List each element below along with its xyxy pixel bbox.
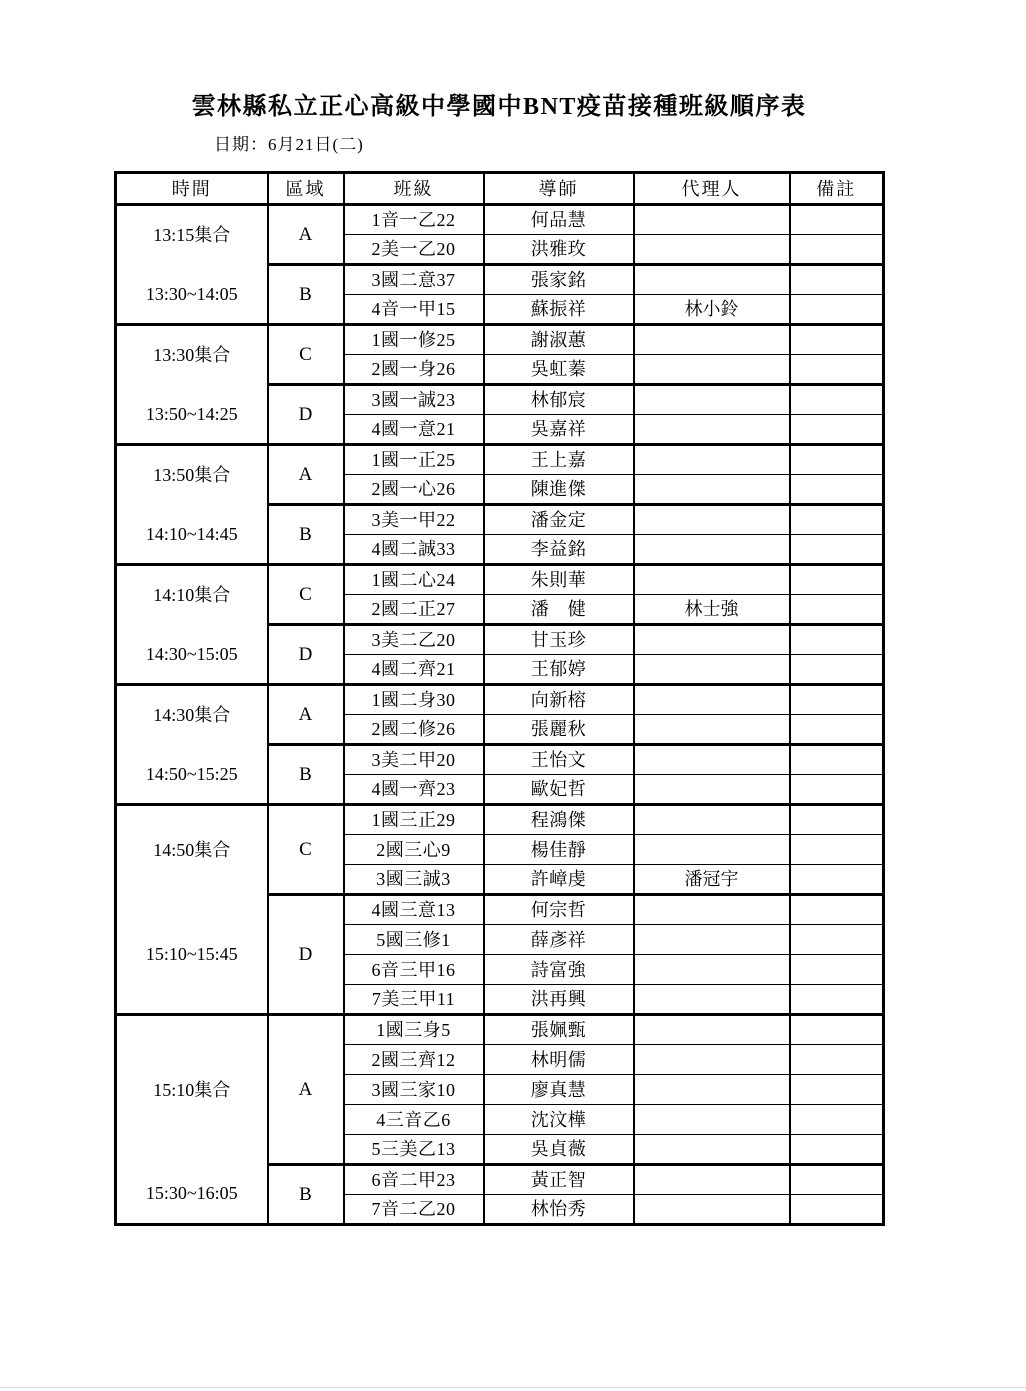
table-row xyxy=(116,445,884,475)
class-cell: 5三美乙13 xyxy=(344,1135,484,1165)
assembly-time: 13:50集合 xyxy=(153,465,231,486)
note-cell xyxy=(790,835,884,865)
area-cell: A xyxy=(268,685,344,745)
class-cell: 2國二正27 xyxy=(344,595,484,625)
time-cell xyxy=(116,685,268,805)
class-cell: 3國二意37 xyxy=(344,265,484,295)
assembly-time: 14:50集合 xyxy=(153,840,231,861)
teacher-cell: 薛彥祥 xyxy=(484,925,634,955)
proxy-cell xyxy=(634,205,790,235)
session-time: 15:10~15:45 xyxy=(145,943,238,964)
teacher-cell: 林明儒 xyxy=(484,1045,634,1075)
area-cell: B xyxy=(268,505,344,565)
note-cell xyxy=(790,655,884,685)
note-cell xyxy=(790,1045,884,1075)
area-cell: C xyxy=(268,325,344,385)
proxy-cell xyxy=(634,715,790,745)
assembly-time: 14:30集合 xyxy=(153,705,231,726)
class-cell: 1國二身30 xyxy=(344,685,484,715)
assembly-time: 14:10集合 xyxy=(153,585,231,606)
proxy-cell xyxy=(634,1105,790,1135)
area-cell: B xyxy=(268,265,344,325)
class-cell: 7美三甲11 xyxy=(344,985,484,1015)
session-time: 15:30~16:05 xyxy=(145,1183,238,1204)
teacher-cell: 王郁婷 xyxy=(484,655,634,685)
proxy-cell: 林小鈴 xyxy=(634,295,790,325)
proxy-cell xyxy=(634,925,790,955)
area-cell: B xyxy=(268,1165,344,1225)
teacher-cell: 陳進傑 xyxy=(484,475,634,505)
teacher-cell: 張家銘 xyxy=(484,265,634,295)
proxy-cell xyxy=(634,835,790,865)
time-cell xyxy=(116,325,268,445)
teacher-cell: 楊佳靜 xyxy=(484,835,634,865)
teacher-cell: 朱則華 xyxy=(484,565,634,595)
note-cell xyxy=(790,775,884,805)
proxy-cell xyxy=(634,1015,790,1045)
col-header-time: 時間 xyxy=(116,173,268,205)
teacher-cell: 詩富強 xyxy=(484,955,634,985)
proxy-cell xyxy=(634,805,790,835)
session-time: 13:30~14:05 xyxy=(145,283,238,304)
teacher-cell: 何宗哲 xyxy=(484,895,634,925)
proxy-cell xyxy=(634,1165,790,1195)
proxy-cell xyxy=(634,475,790,505)
class-cell: 4國二誠33 xyxy=(344,535,484,565)
note-cell xyxy=(790,985,884,1015)
proxy-cell xyxy=(634,985,790,1015)
teacher-cell: 林怡秀 xyxy=(484,1195,634,1225)
class-cell: 2國一身26 xyxy=(344,355,484,385)
teacher-cell: 王上嘉 xyxy=(484,445,634,475)
note-cell xyxy=(790,805,884,835)
table-row xyxy=(116,565,884,595)
teacher-cell: 蘇振祥 xyxy=(484,295,634,325)
class-cell: 3國三家10 xyxy=(344,1075,484,1105)
note-cell xyxy=(790,355,884,385)
proxy-cell xyxy=(634,625,790,655)
proxy-cell xyxy=(634,685,790,715)
teacher-cell: 向新榕 xyxy=(484,685,634,715)
class-cell: 2國三心9 xyxy=(344,835,484,865)
proxy-cell xyxy=(634,1045,790,1075)
area-cell: A xyxy=(268,1015,344,1165)
note-cell xyxy=(790,1195,884,1225)
proxy-cell xyxy=(634,1195,790,1225)
teacher-cell: 張姵甄 xyxy=(484,1015,634,1045)
note-cell xyxy=(790,325,884,355)
note-cell xyxy=(790,265,884,295)
note-cell xyxy=(790,505,884,535)
area-cell: A xyxy=(268,445,344,505)
date-label: 日期：6月21日(二) xyxy=(214,135,364,154)
area-cell: A xyxy=(268,205,344,265)
class-cell: 4國一齊23 xyxy=(344,775,484,805)
note-cell xyxy=(790,745,884,775)
class-cell: 2國一心26 xyxy=(344,475,484,505)
class-cell: 1國一正25 xyxy=(344,445,484,475)
proxy-cell xyxy=(634,505,790,535)
area-cell: D xyxy=(268,385,344,445)
proxy-cell xyxy=(634,775,790,805)
col-header-teacher: 導師 xyxy=(484,173,634,205)
area-cell: B xyxy=(268,745,344,805)
note-cell xyxy=(790,715,884,745)
page-bottom-divider xyxy=(0,1387,1026,1388)
class-cell: 2國三齊12 xyxy=(344,1045,484,1075)
area-cell: D xyxy=(268,625,344,685)
note-cell xyxy=(790,565,884,595)
class-cell: 3國一誠23 xyxy=(344,385,484,415)
note-cell xyxy=(790,235,884,265)
proxy-cell xyxy=(634,445,790,475)
teacher-cell: 程鴻傑 xyxy=(484,805,634,835)
note-cell xyxy=(790,595,884,625)
teacher-cell: 廖真慧 xyxy=(484,1075,634,1105)
vaccination-schedule-table xyxy=(114,171,885,1226)
session-time: 14:50~15:25 xyxy=(145,763,238,784)
session-time: 13:50~14:25 xyxy=(145,403,238,424)
proxy-cell xyxy=(634,235,790,265)
teacher-cell: 王怡文 xyxy=(484,745,634,775)
col-header-area: 區域 xyxy=(268,173,344,205)
teacher-cell: 歐妃哲 xyxy=(484,775,634,805)
page-title: 雲林縣私立正心高級中學國中BNT疫苗接種班級順序表 xyxy=(191,94,807,120)
class-cell: 7音二乙20 xyxy=(344,1195,484,1225)
col-header-proxy: 代理人 xyxy=(634,173,790,205)
teacher-cell: 沈汶樺 xyxy=(484,1105,634,1135)
note-cell xyxy=(790,1165,884,1195)
proxy-cell xyxy=(634,265,790,295)
class-cell: 1國二心24 xyxy=(344,565,484,595)
time-cell xyxy=(116,205,268,325)
proxy-cell xyxy=(634,655,790,685)
time-cell xyxy=(116,805,268,1015)
table-row xyxy=(116,805,884,835)
col-header-class: 班級 xyxy=(344,173,484,205)
class-cell: 6音三甲16 xyxy=(344,955,484,985)
assembly-time: 15:10集合 xyxy=(153,1079,231,1100)
note-cell xyxy=(790,1075,884,1105)
class-cell: 4音一甲15 xyxy=(344,295,484,325)
teacher-cell: 許嶂虔 xyxy=(484,865,634,895)
proxy-cell xyxy=(634,415,790,445)
proxy-cell xyxy=(634,355,790,385)
teacher-cell: 甘玉珍 xyxy=(484,625,634,655)
note-cell xyxy=(790,1015,884,1045)
teacher-cell: 吳虹蓁 xyxy=(484,355,634,385)
note-cell xyxy=(790,385,884,415)
session-time: 14:30~15:05 xyxy=(145,643,238,664)
note-cell xyxy=(790,955,884,985)
note-cell xyxy=(790,685,884,715)
note-cell xyxy=(790,205,884,235)
table-row xyxy=(116,325,884,355)
class-cell: 2美一乙20 xyxy=(344,235,484,265)
session-time: 14:10~14:45 xyxy=(145,523,238,544)
area-cell: C xyxy=(268,565,344,625)
assembly-time: 13:15集合 xyxy=(153,225,231,246)
proxy-cell xyxy=(634,745,790,775)
note-cell xyxy=(790,295,884,325)
class-cell: 4國二齊21 xyxy=(344,655,484,685)
teacher-cell: 何品慧 xyxy=(484,205,634,235)
proxy-cell xyxy=(634,1075,790,1105)
proxy-cell xyxy=(634,565,790,595)
teacher-cell: 林郁宸 xyxy=(484,385,634,415)
class-cell: 3美二甲20 xyxy=(344,745,484,775)
proxy-cell: 林士強 xyxy=(634,595,790,625)
note-cell xyxy=(790,865,884,895)
teacher-cell: 吳貞薇 xyxy=(484,1135,634,1165)
note-cell xyxy=(790,895,884,925)
class-cell: 1國三身5 xyxy=(344,1015,484,1045)
class-cell: 3美二乙20 xyxy=(344,625,484,655)
class-cell: 3國三誠3 xyxy=(344,865,484,895)
teacher-cell: 李益銘 xyxy=(484,535,634,565)
note-cell xyxy=(790,925,884,955)
proxy-cell xyxy=(634,535,790,565)
time-cell xyxy=(116,445,268,565)
teacher-cell: 黃正智 xyxy=(484,1165,634,1195)
header-row xyxy=(116,173,884,205)
teacher-cell: 洪雅玫 xyxy=(484,235,634,265)
table-row xyxy=(116,1015,884,1045)
note-cell xyxy=(790,1105,884,1135)
time-cell xyxy=(116,1015,268,1225)
class-cell: 4國一意21 xyxy=(344,415,484,445)
class-cell: 1國一修25 xyxy=(344,325,484,355)
table-row xyxy=(116,685,884,715)
area-cell: C xyxy=(268,805,344,895)
teacher-cell: 張麗秋 xyxy=(484,715,634,745)
note-cell xyxy=(790,1135,884,1165)
class-cell: 6音二甲23 xyxy=(344,1165,484,1195)
proxy-cell xyxy=(634,385,790,415)
proxy-cell xyxy=(634,955,790,985)
proxy-cell xyxy=(634,325,790,355)
assembly-time: 13:30集合 xyxy=(153,345,231,366)
area-cell: D xyxy=(268,895,344,1015)
note-cell xyxy=(790,625,884,655)
note-cell xyxy=(790,415,884,445)
note-cell xyxy=(790,445,884,475)
teacher-cell: 洪再興 xyxy=(484,985,634,1015)
schedule-body xyxy=(116,205,884,1225)
time-cell xyxy=(116,565,268,685)
class-cell: 3美一甲22 xyxy=(344,505,484,535)
class-cell: 2國二修26 xyxy=(344,715,484,745)
class-cell: 5國三修1 xyxy=(344,925,484,955)
teacher-cell: 謝淑蕙 xyxy=(484,325,634,355)
proxy-cell xyxy=(634,1135,790,1165)
class-cell: 1音一乙22 xyxy=(344,205,484,235)
note-cell xyxy=(790,535,884,565)
col-header-note: 備註 xyxy=(790,173,884,205)
proxy-cell: 潘冠宇 xyxy=(634,865,790,895)
table-row xyxy=(116,205,884,235)
class-cell: 1國三正29 xyxy=(344,805,484,835)
class-cell: 4國三意13 xyxy=(344,895,484,925)
teacher-cell: 潘 健 xyxy=(484,595,634,625)
class-cell: 4三音乙6 xyxy=(344,1105,484,1135)
proxy-cell xyxy=(634,895,790,925)
teacher-cell: 吳嘉祥 xyxy=(484,415,634,445)
note-cell xyxy=(790,475,884,505)
teacher-cell: 潘金定 xyxy=(484,505,634,535)
